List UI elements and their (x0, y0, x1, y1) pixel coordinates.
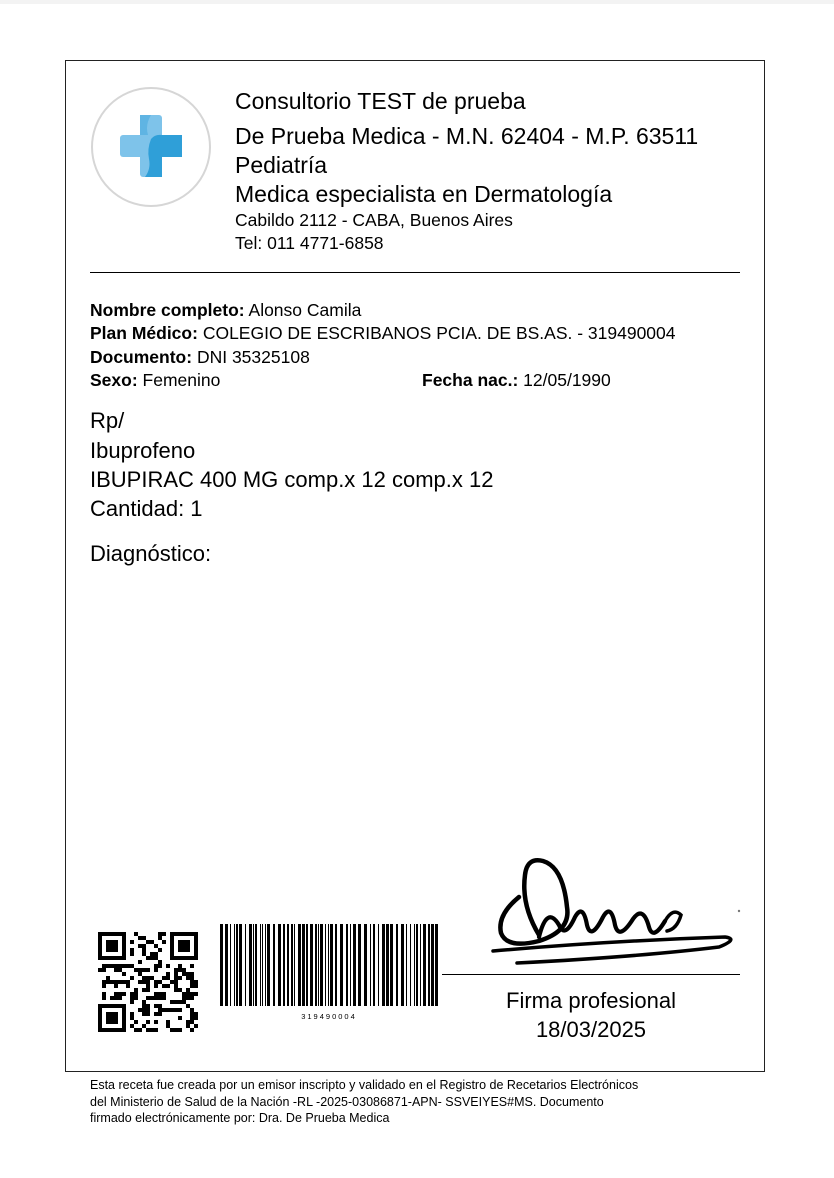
patient-birth-label: Fecha nac.: (422, 370, 519, 390)
rx-product: IBUPIRAC 400 MG comp.x 12 comp.x 12 (90, 467, 494, 492)
patient-doc-row (90, 347, 310, 368)
patient-name: Alonso Camila (248, 300, 362, 320)
rx-diagnosis: Diagnóstico: (90, 541, 212, 566)
doctor-name: De Prueba Medica - M.N. 62404 - M.P. 63511 (235, 123, 699, 149)
clinic-name: Consultorio TEST de prueba (235, 88, 526, 114)
patient-sex-row (90, 370, 220, 391)
patient-doc-label: Documento: (90, 347, 193, 367)
barcode (218, 924, 440, 1008)
barcode-number: 319490004 (301, 1012, 357, 1021)
qr-code (98, 932, 199, 1033)
patient-name-row (90, 300, 361, 321)
clinic-logo (91, 87, 211, 207)
patient-plan-row (90, 323, 676, 344)
subspecialty: Medica especialista en Dermatología (235, 181, 613, 207)
signature-line (442, 974, 740, 975)
rx-drug: Ibuprofeno (90, 438, 196, 463)
rx-quantity: Cantidad: 1 (90, 496, 203, 521)
patient-doc: DNI 35325108 (196, 347, 310, 367)
patient-birth-row (422, 370, 611, 391)
patient-sex-label: Sexo: (90, 370, 138, 390)
medical-cross-icon (93, 89, 209, 205)
clinic-address: Cabildo 2112 - CABA, Buenos Aires (235, 210, 513, 230)
footer-legal (90, 1077, 730, 1127)
specialty: Pediatría (235, 152, 328, 178)
patient-plan: COLEGIO DE ESCRIBANOS PCIA. DE BS.AS. - 319490004 (202, 323, 676, 343)
footer-line-3: firmado electrónicamente por: Dra. De Prueba Medica (90, 1111, 390, 1125)
patient-sex: Femenino (142, 370, 221, 390)
clinic-phone: Tel: 011 4771-6858 (235, 233, 384, 253)
signature-label: Firma profesional (506, 988, 676, 1013)
signature-image (487, 845, 747, 970)
patient-plan-label: Plan Médico: (90, 323, 198, 343)
signature-date: 18/03/2025 (535, 1017, 647, 1042)
top-band (0, 0, 834, 4)
footer-line-1: Esta receta fue creada por un emisor inscripto y validado en el Registro de Recetarios Electrónicos (90, 1078, 639, 1092)
patient-birth: 12/05/1990 (523, 370, 611, 390)
rx-symbol: Rp/ (90, 408, 125, 433)
patient-name-label: Nombre completo: (90, 300, 245, 320)
header-divider (90, 272, 740, 273)
footer-line-2: del Ministerio de Salud de la Nación -RL -2025-03086871-APN- SSVEIYES#MS. Documento (90, 1094, 604, 1109)
